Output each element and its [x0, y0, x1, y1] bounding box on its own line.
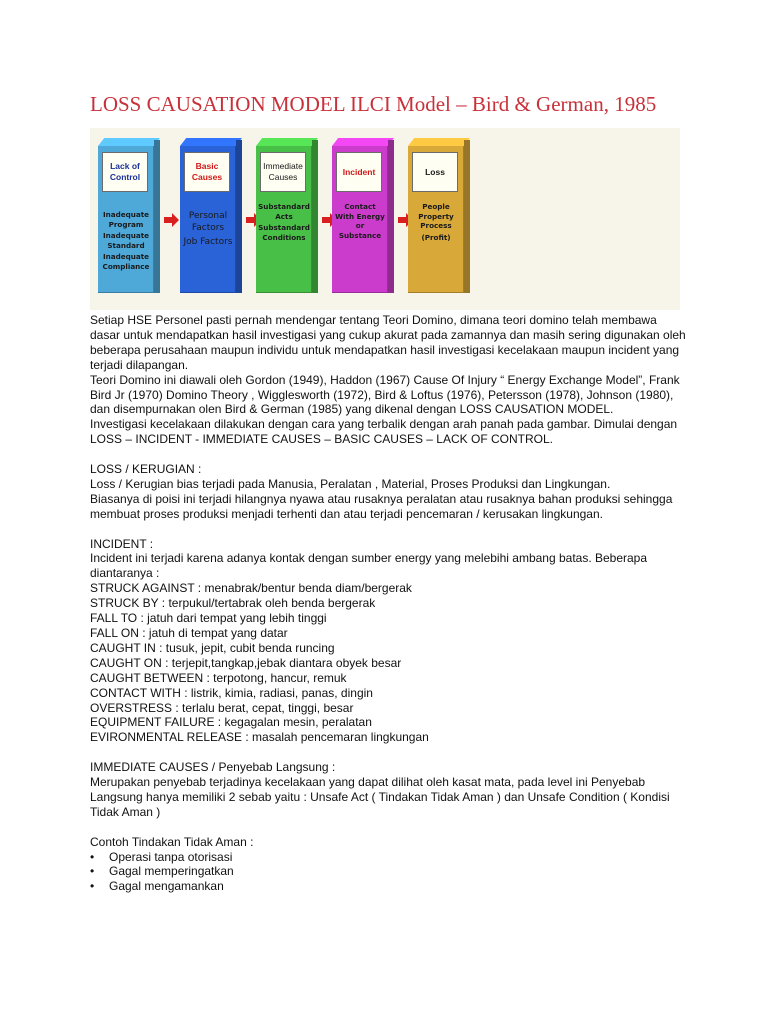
diagram-block-incident — [332, 138, 394, 293]
block-side-face — [154, 140, 160, 293]
body-text — [90, 313, 690, 894]
block-items — [100, 210, 152, 273]
diagram-block-immediate-causes — [256, 138, 318, 293]
block-label: Immediate Causes — [260, 152, 306, 192]
block-front-face — [98, 146, 154, 293]
block-side-face — [236, 140, 242, 293]
list-item: FALL ON : jatuh di tempat yang datar — [90, 626, 288, 640]
list-item: EQUIPMENT FAILURE : kegagalan mesin, peralatan — [90, 715, 372, 730]
block-items — [334, 202, 386, 242]
section-heading: IMMEDIATE CAUSES / Penyebab Langsung : — [90, 760, 336, 775]
list-item: FALL TO : jatuh dari tempat yang lebih tinggi — [90, 611, 327, 626]
paragraph: Merupakan penyebab terjadinya kecelakaan yang dapat dilihat oleh kasat mata, pada level ini Penyebab Langsung hanya memiliki 2 sebab yaitu : Unsafe Act ( Tindakan Tidak Aman ) dan Unsafe Condition ( Kondisi Tidak Aman ) — [90, 775, 670, 819]
block-label: Lack of Control — [102, 152, 148, 192]
block-item: (Profit) — [421, 232, 451, 242]
block-item: Job Factors — [183, 237, 233, 247]
block-front-face — [332, 146, 388, 293]
bullet-icon: • — [90, 849, 95, 864]
bullet-icon: • — [90, 864, 95, 879]
paragraph: Setiap HSE Personel pasti pernah mendengar tentang Teori Domino, dimana teori domino telah membawa dasar untuk mendapatkan hasil investigasi yang cukup akurat pada zamannya dan masih sering digunakan oleh beberapa perusahaan maupun individu untuk mendapatkan hasil investigasi kecelakaan maupun incident yang terjadi dilapangan. — [90, 313, 686, 372]
bullet-item — [90, 879, 690, 894]
block-items — [258, 202, 310, 244]
arrow-right-icon — [164, 213, 179, 227]
block-top-face — [256, 138, 318, 146]
paragraph: Teori Domino ini diawali oleh Gordon (1949), Haddon (1967) Cause Of Injury “ Energy Exchange Model”, Frank Bird Jr (1970) Domino Theory , Wigglesworth (1972), Bird & Loftus (1976), Petersson (1978), Johnson (1980), dan disempurnakan olen Bird & German (1985) yang dikenal dengan LOSS CAUSATION MODEL. — [90, 372, 680, 417]
section-heading: Contoh Tindakan Tidak Aman : — [90, 834, 254, 849]
block-top-face — [408, 138, 470, 146]
arrow-shape — [164, 213, 179, 227]
block-item: Personal Factors — [188, 211, 228, 233]
list-item: STRUCK AGAINST : menabrak/bentur benda diam/bergerak — [90, 581, 412, 596]
diagram-block-basic-causes — [180, 138, 242, 293]
list-item: CAUGHT BETWEEN : terpotong, hancur, remuk — [90, 670, 347, 685]
block-front-face — [408, 146, 464, 293]
block-item: Substandard Acts — [258, 202, 310, 221]
block-item: Inadequate Program — [102, 210, 150, 229]
loss-causation-diagram — [90, 128, 680, 310]
section-heading: LOSS / KERUGIAN : — [90, 462, 202, 477]
diagram-block-lack-of-control — [98, 138, 160, 293]
list-item: STRUCK BY : terpukul/tertabrak oleh benda bergerak — [90, 596, 376, 611]
block-items — [410, 202, 462, 244]
block-item: Contact With Energy or Substance — [335, 202, 385, 240]
block-side-face — [312, 140, 318, 293]
block-side-face — [388, 140, 394, 293]
diagram-block-loss — [408, 138, 470, 293]
block-item: Inadequate Compliance — [102, 252, 150, 271]
list-item: CAUGHT ON : terjepit,tangkap,jebak diantara obyek besar — [90, 655, 402, 670]
section-heading: INCIDENT : — [90, 536, 154, 551]
block-front-face — [180, 146, 236, 293]
list-item: CAUGHT IN : tusuk, jepit, cubit benda runcing — [90, 640, 335, 655]
bullet-item — [90, 850, 690, 865]
block-side-face — [464, 140, 470, 293]
block-item: Inadequate Standard — [102, 231, 150, 250]
block-label: Loss — [412, 152, 458, 192]
block-label: Incident — [336, 152, 382, 192]
bullet-icon: • — [90, 879, 95, 894]
block-top-face — [180, 138, 242, 146]
bullet-text: Gagal mengamankan — [109, 879, 224, 894]
list-item: CONTACT WITH : listrik, kimia, radiasi, panas, dingin — [90, 685, 373, 700]
paragraph: Investigasi kecelakaan dilakukan dengan cara yang terbalik dengan arah panah pada gambar. Dimulai dengan LOSS – INCIDENT - IMMEDIATE CAUSES – BASIC CAUSES – LACK OF CONTROL. — [90, 417, 678, 447]
bullet-text: Gagal memperingatkan — [109, 864, 234, 879]
block-items — [182, 210, 234, 250]
list-item: EVIRONMENTAL RELEASE : masalah pencemaran lingkungan — [90, 730, 429, 745]
paragraph: Incident ini terjadi karena adanya kontak dengan sumber energy yang melebihi ambang batas. Beberapa diantaranya : — [90, 551, 648, 581]
bullet-item — [90, 864, 690, 879]
block-item: People Property Process — [418, 202, 454, 230]
block-top-face — [98, 138, 160, 146]
bullet-list — [90, 850, 690, 895]
block-top-face — [332, 138, 394, 146]
block-label: Basic Causes — [184, 152, 230, 192]
list-item: OVERSTRESS : terlalu berat, cepat, tinggi, besar — [90, 700, 354, 715]
bullet-text: Operasi tanpa otorisasi — [109, 849, 233, 864]
block-front-face — [256, 146, 312, 293]
block-item: Substandard Conditions — [258, 223, 310, 242]
paragraph: Loss / Kerugian bias terjadi pada Manusia, Peralatan , Material, Proses Produksi dan Lingkungan. — [90, 476, 611, 491]
page-title: LOSS CAUSATION MODEL ILCI Model – Bird & German, 1985 — [90, 92, 657, 116]
paragraph: Biasanya di poisi ini terjadi hilangnya nyawa atau rusaknya peralatan atau rusaknya bahan produksi sehingga membuat proses produksi menjadi terhenti dan atau terjadi pencemaran / kerusakan lingkungan. — [90, 491, 673, 521]
